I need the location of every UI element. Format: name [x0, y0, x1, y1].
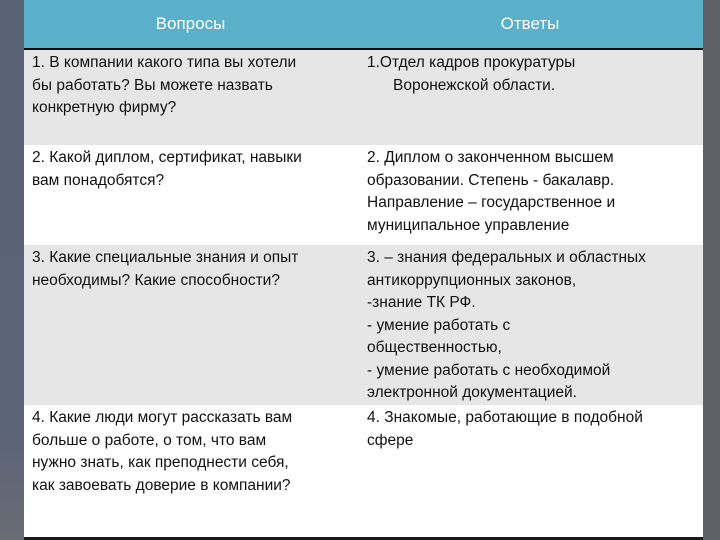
- table-row: [24, 405, 703, 537]
- answer-line: образовании. Степень - бакалавр.: [367, 171, 615, 189]
- answer-line: - умение работать с необходимой: [367, 361, 611, 379]
- answer-line: -знание ТК РФ.: [367, 294, 476, 311]
- question-cell: [24, 50, 357, 145]
- answer-line: муниципальное управление: [367, 216, 570, 234]
- answer-line: 2. Диплом о законченном высшем: [367, 149, 614, 166]
- table-row: [24, 145, 703, 245]
- question-cell: [24, 145, 357, 245]
- answer-line: - умение работать с: [367, 316, 511, 334]
- table-header: [24, 0, 703, 50]
- question-line: вам понадобятся?: [32, 171, 165, 189]
- table-row: [24, 50, 703, 145]
- answer-line: 3. – знания федеральных и областных: [367, 249, 646, 266]
- right-decorative-band: [703, 0, 720, 540]
- answer-cell: [357, 145, 703, 245]
- question-line: 4. Какие люди могут рассказать вам: [32, 409, 293, 426]
- answer-cell: [357, 245, 703, 405]
- answer-line: антикоррупционных законов,: [367, 271, 577, 289]
- answer-line: 1.Отдел кадров прокуратуры: [367, 54, 576, 71]
- question-line: бы работать? Вы можете назвать: [32, 76, 273, 94]
- question-line: необходимы? Какие способности?: [32, 271, 280, 289]
- answer-line: Воронежской области.: [393, 76, 556, 94]
- answer-cell: [357, 405, 703, 537]
- question-line: конкретную фирму?: [32, 99, 177, 116]
- left-decorative-band: [0, 0, 24, 540]
- question-line: нужно знать, как преподнести себя,: [32, 454, 289, 471]
- answer-line: электронной документацией.: [367, 384, 577, 401]
- question-cell: [24, 405, 357, 537]
- answer-cell: [357, 50, 703, 145]
- question-line: больше о работе, о том, что вам: [32, 431, 267, 449]
- question-line: 1. В компании какого типа вы хотели: [32, 54, 297, 71]
- table-row: [24, 245, 703, 405]
- qa-table: [24, 0, 703, 540]
- question-line: как завоевать доверие в компании?: [32, 476, 291, 494]
- question-cell: [24, 245, 357, 405]
- answer-line: сфере: [367, 431, 414, 449]
- answer-line: Направление – государственное и: [367, 194, 616, 211]
- answer-line: общественностью,: [367, 339, 502, 356]
- header-questions: Вопросы: [155, 14, 226, 33]
- question-line: 2. Какой диплом, сертификат, навыки: [32, 149, 302, 166]
- answer-line: 4. Знакомые, работающие в подобной: [367, 409, 643, 426]
- header-answers: Ответы: [500, 14, 560, 33]
- question-line: 3. Какие специальные знания и опыт: [32, 249, 299, 266]
